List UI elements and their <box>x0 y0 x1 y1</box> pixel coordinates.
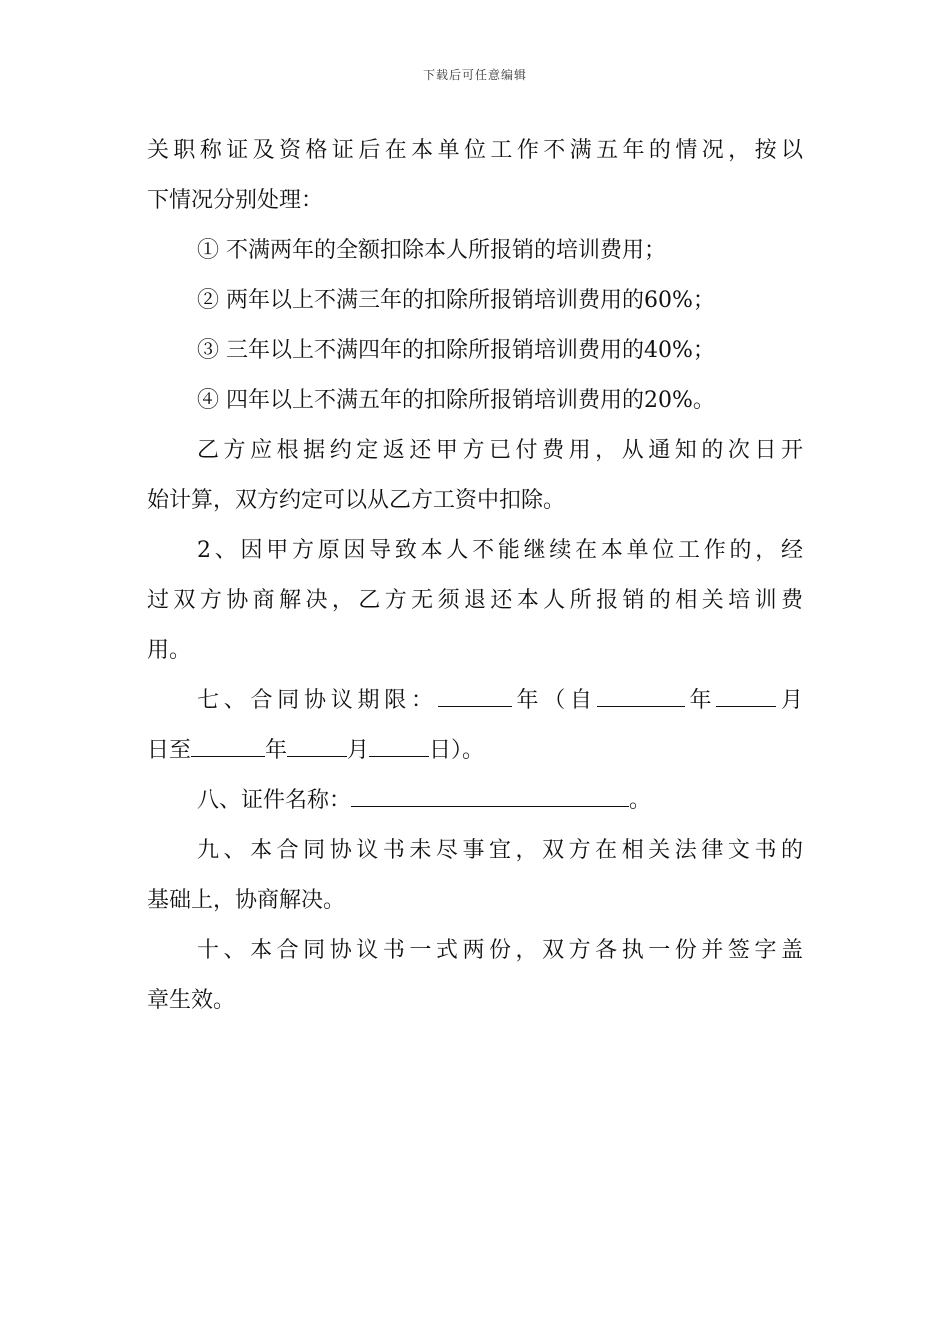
list-item: ③ 三年以上不满四年的扣除所报销培训费用的40%； <box>197 338 715 363</box>
term-year-unit: 年（自 <box>511 688 597 713</box>
certificate-label: 八、证件名称： <box>197 788 352 813</box>
contract-term-line-2 <box>147 726 803 776</box>
start-year-blank[interactable] <box>597 678 685 707</box>
paragraph-line: 始计算，双方约定可以从乙方工资中扣除。 <box>147 488 566 513</box>
list-item: ④ 四年以上不满五年的扣除所报销培训费用的20%。 <box>197 388 715 413</box>
paragraph-line: 乙方应根据约定返还甲方已付费用，从通知的次日开 <box>197 438 803 463</box>
certificate-name-blank[interactable] <box>351 778 629 807</box>
paragraph-line: 关职称证及资格证后在本单位工作不满五年的情况，按以 <box>147 138 803 163</box>
paragraph-line: 章生效。 <box>147 988 236 1013</box>
end-year-blank[interactable] <box>191 728 265 757</box>
list-item: ② 两年以上不满三年的扣除所报销培训费用的60%； <box>197 288 715 313</box>
start-month-blank[interactable] <box>716 678 776 707</box>
end-day-unit: 日）。 <box>429 738 485 763</box>
paragraph-line: 2、因甲方原因导致本人不能继续在本单位工作的，经 <box>197 538 803 563</box>
paragraph-line: 九、本合同协议书未尽事宜，双方在相关法律文书的 <box>197 838 803 863</box>
paragraph-line: 下情况分别处理： <box>147 188 324 213</box>
term-years-blank[interactable] <box>438 678 512 707</box>
header-note: 下载后可任意编辑 <box>422 68 527 82</box>
contract-term-line <box>147 676 803 726</box>
start-day-unit: 日至 <box>147 738 192 763</box>
certificate-line <box>147 776 803 826</box>
end-month-blank[interactable] <box>287 728 347 757</box>
paragraph-line: 过双方协商解决，乙方无须退还本人所报销的相关培训费 <box>147 588 803 613</box>
end-year-unit: 年 <box>265 738 288 763</box>
paragraph-line: 十、本合同协议书一式两份，双方各执一份并签字盖 <box>197 938 803 963</box>
list-item: ① 不满两年的全额扣除本人所报销的培训费用； <box>197 238 666 263</box>
paragraph-line: 基础上，协商解决。 <box>147 888 346 913</box>
start-year-unit: 年 <box>684 688 717 713</box>
certificate-end: 。 <box>629 788 652 813</box>
term-label: 七、合同协议期限： <box>197 688 438 713</box>
document-body <box>147 126 803 1026</box>
end-month-unit: 月 <box>347 738 370 763</box>
start-month-unit: 月 <box>776 688 803 713</box>
end-day-blank[interactable] <box>369 728 429 757</box>
paragraph-line: 用。 <box>147 638 192 663</box>
